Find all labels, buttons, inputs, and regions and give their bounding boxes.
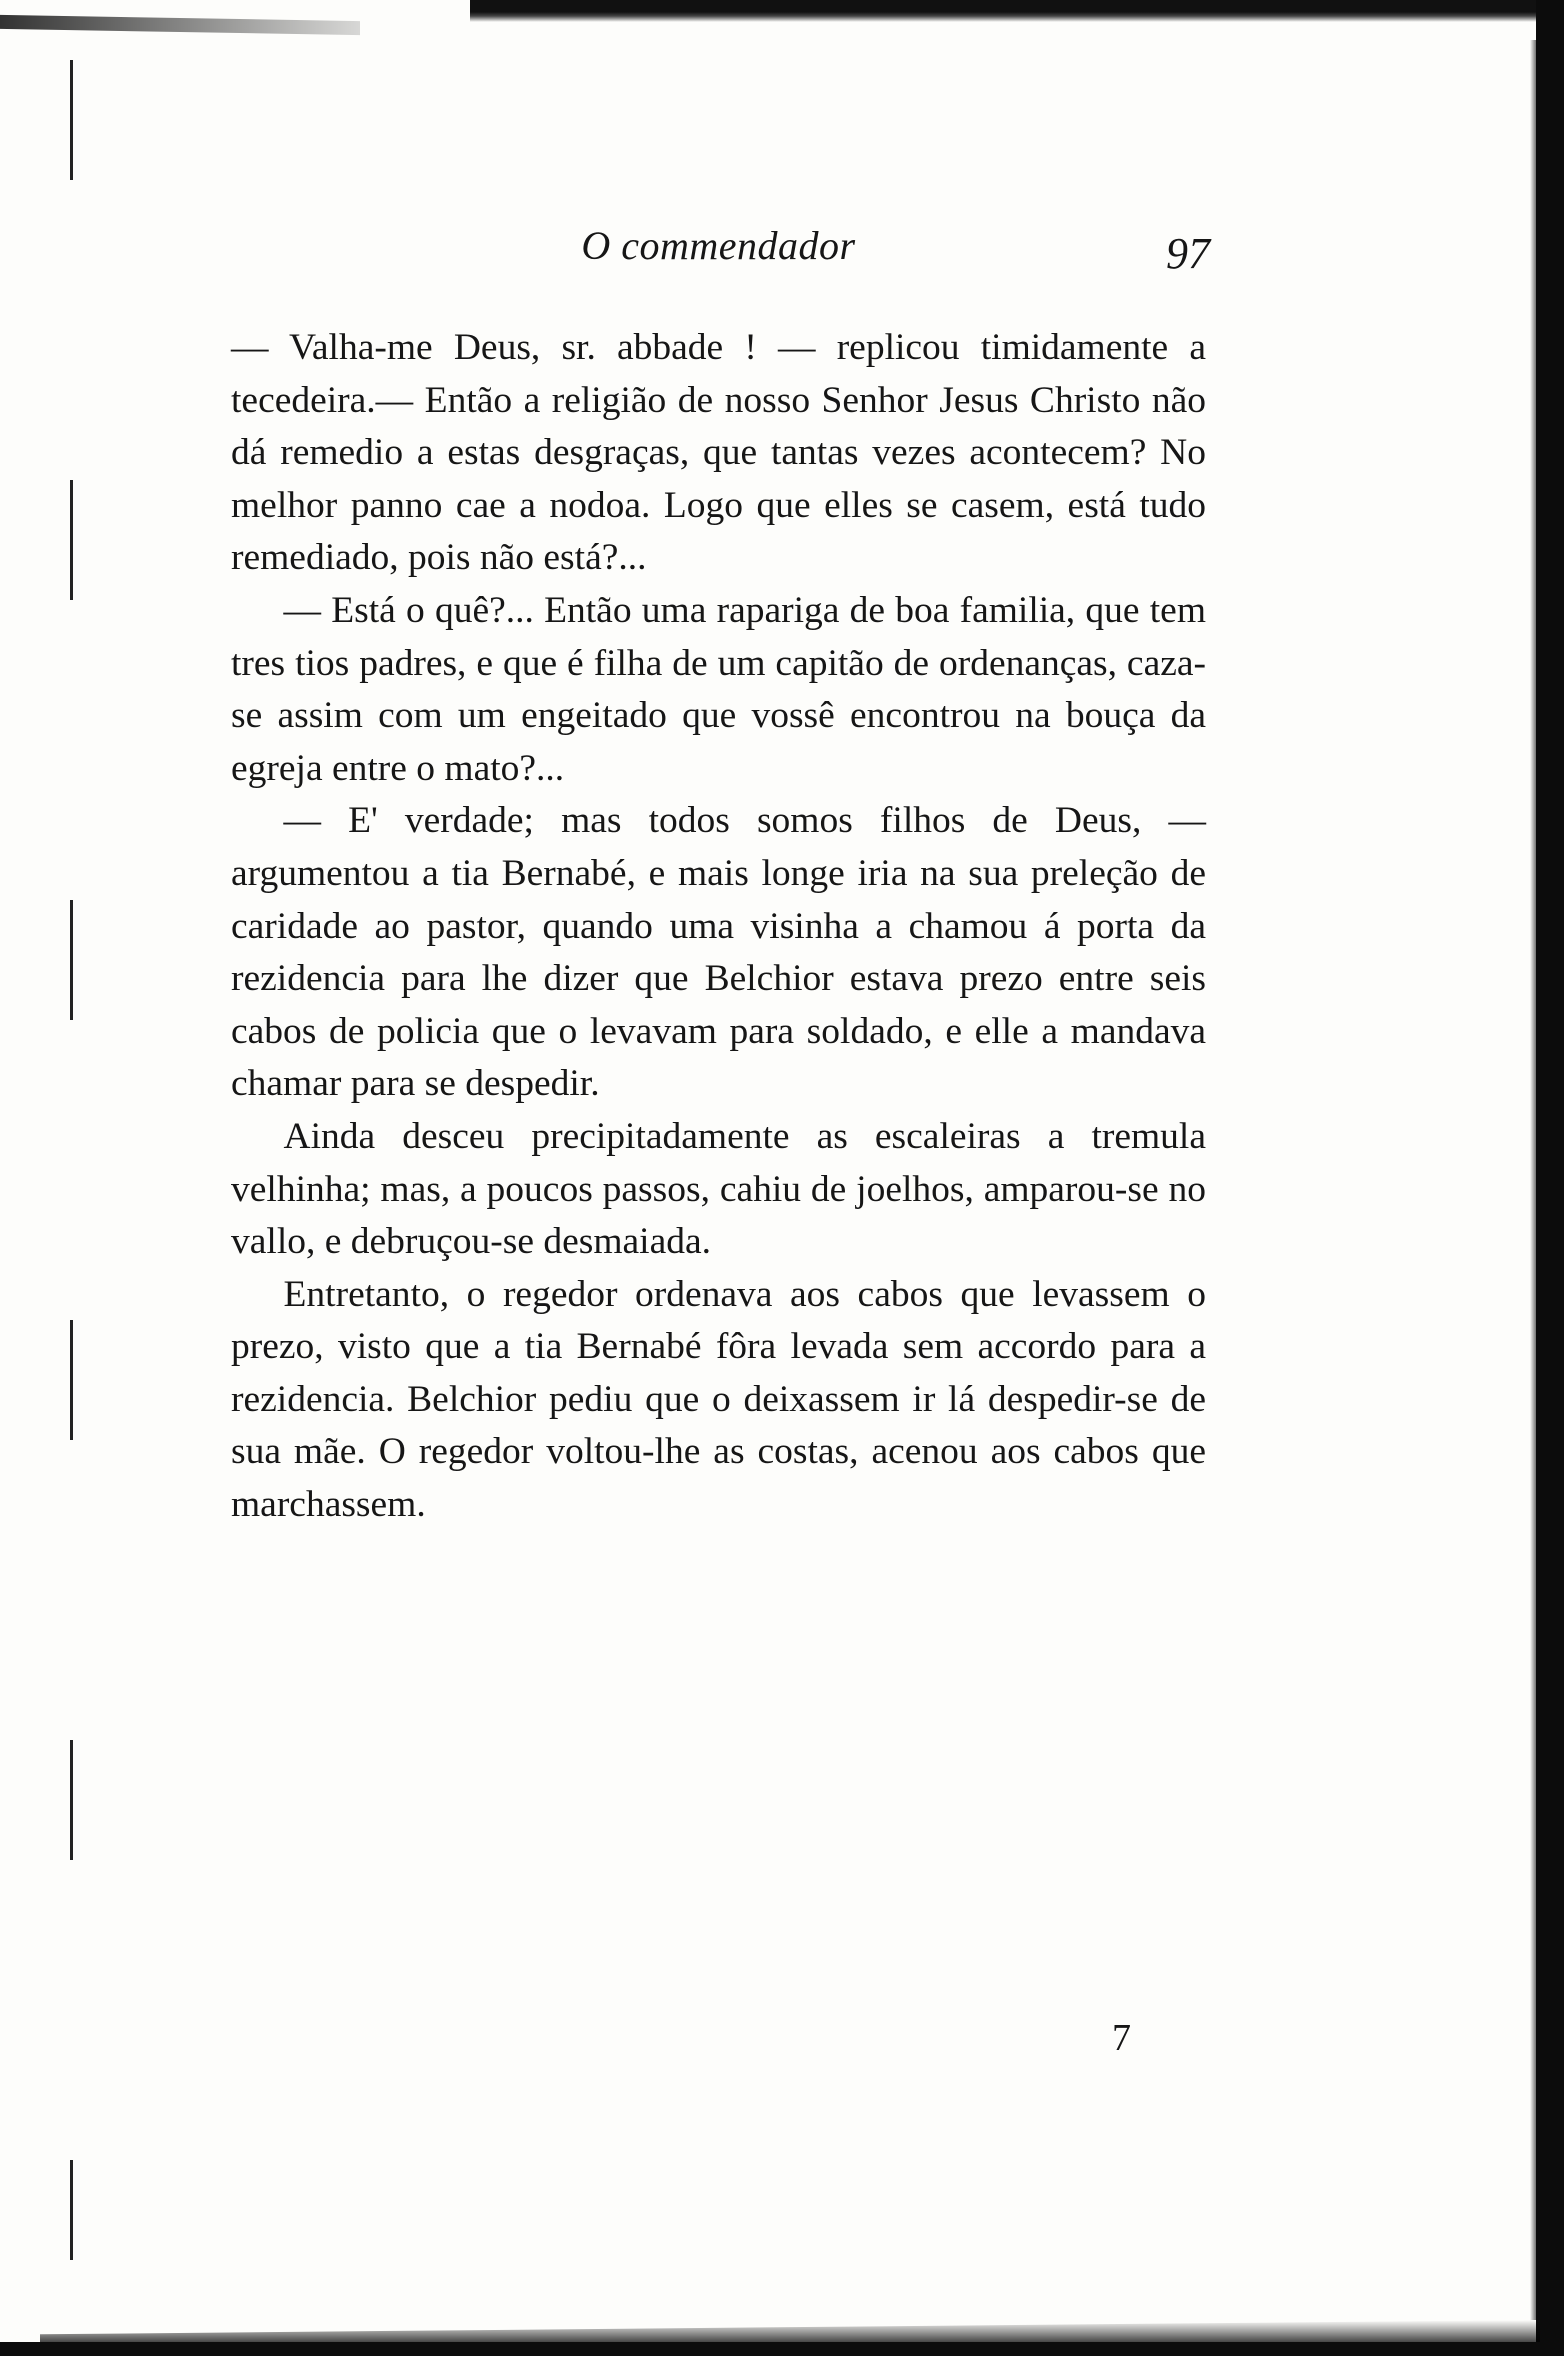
paragraph: — Valha-me Deus, sr. abbade ! — replicou timidamente a tecedeira.— Então a religião de nosso Senhor Jesus Christo não dá remedio a estas desgraças, que tantas vezes acontecem? No melhor panno cae a nodoa. Logo que elles se casem, está tudo remediado, pois não está?...: [231, 327, 1206, 579]
running-head: [231, 218, 1210, 278]
scan-edge-top: [470, 0, 1564, 22]
scan-edge-top-left: [0, 15, 360, 35]
running-title: O commendador: [581, 223, 856, 268]
scan-edge-right: [1536, 0, 1564, 2356]
paragraph: — E' verdade; mas todos somos filhos de Deus, — argumentou a tia Bernabé, e mais longe iria na sua preleção de caridade ao pastor, quando uma visinha a chamou á porta da rezidencia para lhe dizer que Belchior estava prezo entre seis cabos de policia que o levavam para soldado, e elle a mandava chamar para se despedir.: [231, 800, 1206, 1105]
scan-edge-left: [70, 60, 73, 2260]
paragraph: Ainda desceu precipitadamente as escaleiras a tremula velhinha; mas, a poucos passos, cahiu de joelhos, amparou-se no vallo, e debruçou-se desmaiada.: [231, 1115, 1206, 1263]
paragraph: Entretanto, o regedor ordenava aos cabos que levassem o prezo, visto que a tia Bernabé fôra levada sem accordo para a rezidencia. Belchior pediu que o deixassem ir lá despedir-se de sua mãe. O regedor voltou-lhe as costas, acenou aos cabos que marchassem.: [231, 1273, 1206, 1526]
page-number: 97: [1166, 229, 1210, 278]
signature-mark: 7: [1112, 2017, 1131, 2059]
body-text: [231, 322, 1206, 1532]
scan-edge-bottom: [0, 2342, 1564, 2356]
paragraph: — Está o quê?... Então uma rapariga de boa familia, que tem tres tios padres, e que é filha de um capitão de ordenanças, caza-se assim com um engeitado que vossê encontrou na bouça da egreja entre o mato?...: [231, 589, 1206, 789]
